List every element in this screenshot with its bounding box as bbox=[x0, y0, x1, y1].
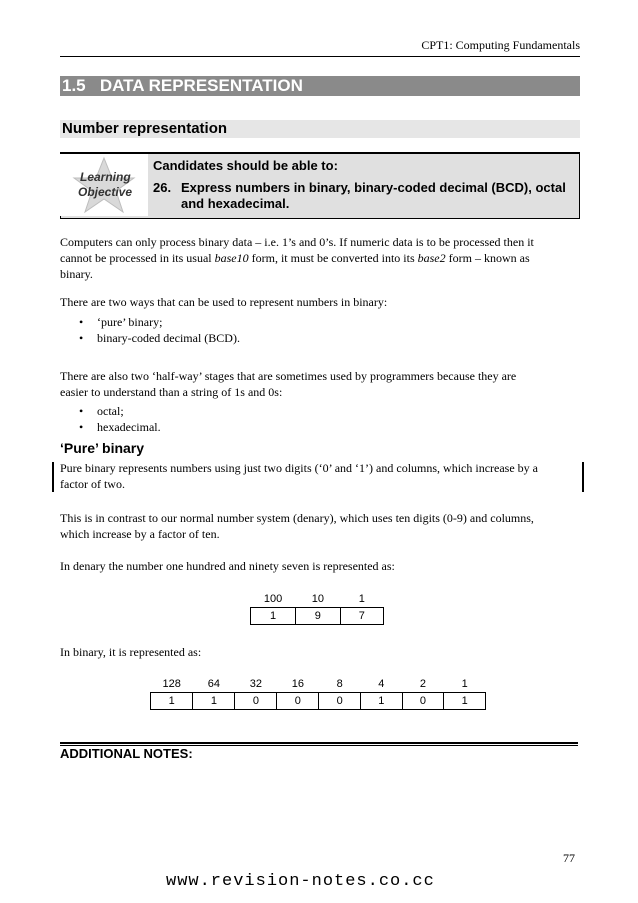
list-item bbox=[79, 419, 161, 435]
paragraph-line: which increase by a factor of ten. bbox=[60, 527, 220, 541]
paragraph-line: Pure binary represents numbers using just two digits (‘0’ and ‘1’) and columns, which increase by a bbox=[60, 461, 538, 475]
paragraph-line bbox=[60, 250, 590, 266]
bullet-icon: • bbox=[79, 420, 84, 434]
table-cell: 7 bbox=[340, 608, 383, 625]
table-header-cell: 2 bbox=[419, 678, 427, 690]
table-cell: 0 bbox=[402, 693, 444, 710]
page-number: 77 bbox=[563, 851, 575, 865]
paragraph-intro bbox=[60, 234, 590, 282]
footer-url: www.revision-notes.co.cc bbox=[166, 872, 435, 891]
bullet-icon: • bbox=[79, 315, 84, 329]
paragraph-two-ways: There are two ways that can be used to represent numbers in binary: bbox=[60, 295, 388, 309]
paragraph-line: binary. bbox=[60, 267, 93, 281]
paragraph-denary-example: In denary the number one hundred and ninety seven is represented as: bbox=[60, 559, 395, 573]
header-rule bbox=[60, 56, 580, 57]
text-run: form, it must be converted into its bbox=[248, 251, 418, 265]
section-title: DATA REPRESENTATION bbox=[99, 76, 303, 95]
table-cell: 0 bbox=[319, 693, 361, 710]
additional-notes-heading: ADDITIONAL NOTES: bbox=[60, 746, 193, 761]
denary-table bbox=[250, 591, 384, 625]
table-header-cell: 64 bbox=[207, 678, 221, 690]
table-cell: 9 bbox=[296, 608, 341, 625]
paragraph-line: There are also two ‘half-way’ stages that are sometimes used by programmers because they are bbox=[60, 369, 517, 383]
table-header-cell: 10 bbox=[311, 593, 324, 605]
text-run: cannot be processed in its usual bbox=[60, 251, 215, 265]
list-item-text: octal; bbox=[97, 404, 124, 418]
list-item bbox=[79, 330, 240, 346]
list-item-text: ‘pure’ binary; bbox=[97, 315, 163, 329]
running-head: CPT1: Computing Fundamentals bbox=[421, 38, 580, 52]
logo-text-learning: Learning bbox=[80, 170, 131, 184]
list-item-text: binary-coded decimal (BCD). bbox=[97, 331, 240, 345]
table-header-cell: 32 bbox=[249, 678, 262, 690]
subsection-heading: Number representation bbox=[60, 120, 580, 138]
bullet-list-halfway bbox=[79, 403, 161, 435]
text-run: form – known as bbox=[445, 251, 530, 265]
table-cell: 0 bbox=[235, 693, 277, 710]
table-header-cell: 1 bbox=[461, 678, 468, 690]
table-cell: 1 bbox=[193, 693, 235, 710]
paragraph-line: Computers can only process binary data – i.e. 1’s and 0’s. If numeric data is to be processed then it bbox=[60, 235, 534, 249]
table-cell: 1 bbox=[444, 693, 486, 710]
paragraph-line: easier to understand than a string of 1s and 0s: bbox=[60, 385, 283, 399]
table-header-cell: 100 bbox=[263, 593, 283, 605]
paragraph-half-way bbox=[60, 368, 590, 400]
bullet-icon: • bbox=[79, 404, 84, 418]
bullet-list-binary bbox=[79, 314, 240, 346]
notes-rule bbox=[60, 742, 578, 744]
section-heading bbox=[60, 76, 580, 96]
pure-binary-heading: ‘Pure’ binary bbox=[60, 440, 145, 456]
list-item-text: hexadecimal. bbox=[97, 420, 161, 434]
table-header-cell: 1 bbox=[358, 593, 365, 605]
table-cell: 0 bbox=[277, 693, 319, 710]
table-cell: 1 bbox=[151, 693, 193, 710]
table-row bbox=[251, 608, 384, 625]
bullet-icon: • bbox=[79, 331, 84, 345]
table-cell: 1 bbox=[361, 693, 403, 710]
table-cell: 1 bbox=[251, 608, 296, 625]
objective-intro: Candidates should be able to: bbox=[153, 158, 338, 173]
table-header-cell: 4 bbox=[378, 678, 385, 690]
table-header-cell: 8 bbox=[336, 678, 343, 690]
list-item bbox=[79, 403, 161, 419]
emphasis-base2: base2 bbox=[417, 251, 446, 265]
objective-item-number: 26. bbox=[153, 180, 172, 195]
logo-text-objective: Objective bbox=[78, 185, 133, 199]
paragraph-pure-binary bbox=[60, 460, 590, 492]
table-row bbox=[151, 693, 486, 710]
table-header-row bbox=[251, 591, 384, 608]
table-header-cell: 16 bbox=[291, 678, 304, 690]
learning-objective-logo bbox=[60, 154, 148, 216]
objective-item-line1: Express numbers in binary, binary-coded decimal (BCD), octal bbox=[181, 180, 566, 195]
section-number: 1.5 bbox=[62, 76, 86, 95]
paragraph-line: This is in contrast to our normal number system (denary), which uses ten digits (0-9) and columns, bbox=[60, 511, 534, 525]
change-bar-left bbox=[52, 462, 54, 492]
table-header-row bbox=[151, 676, 486, 693]
paragraph-binary-example: In binary, it is represented as: bbox=[60, 645, 202, 659]
emphasis-base10: base10 bbox=[214, 251, 249, 265]
paragraph-line: factor of two. bbox=[60, 477, 125, 491]
table-header-cell: 128 bbox=[162, 678, 181, 690]
list-item bbox=[79, 314, 240, 330]
paragraph-denary-contrast bbox=[60, 510, 590, 542]
objective-item-line2: and hexadecimal. bbox=[181, 196, 290, 211]
binary-table bbox=[150, 676, 486, 710]
